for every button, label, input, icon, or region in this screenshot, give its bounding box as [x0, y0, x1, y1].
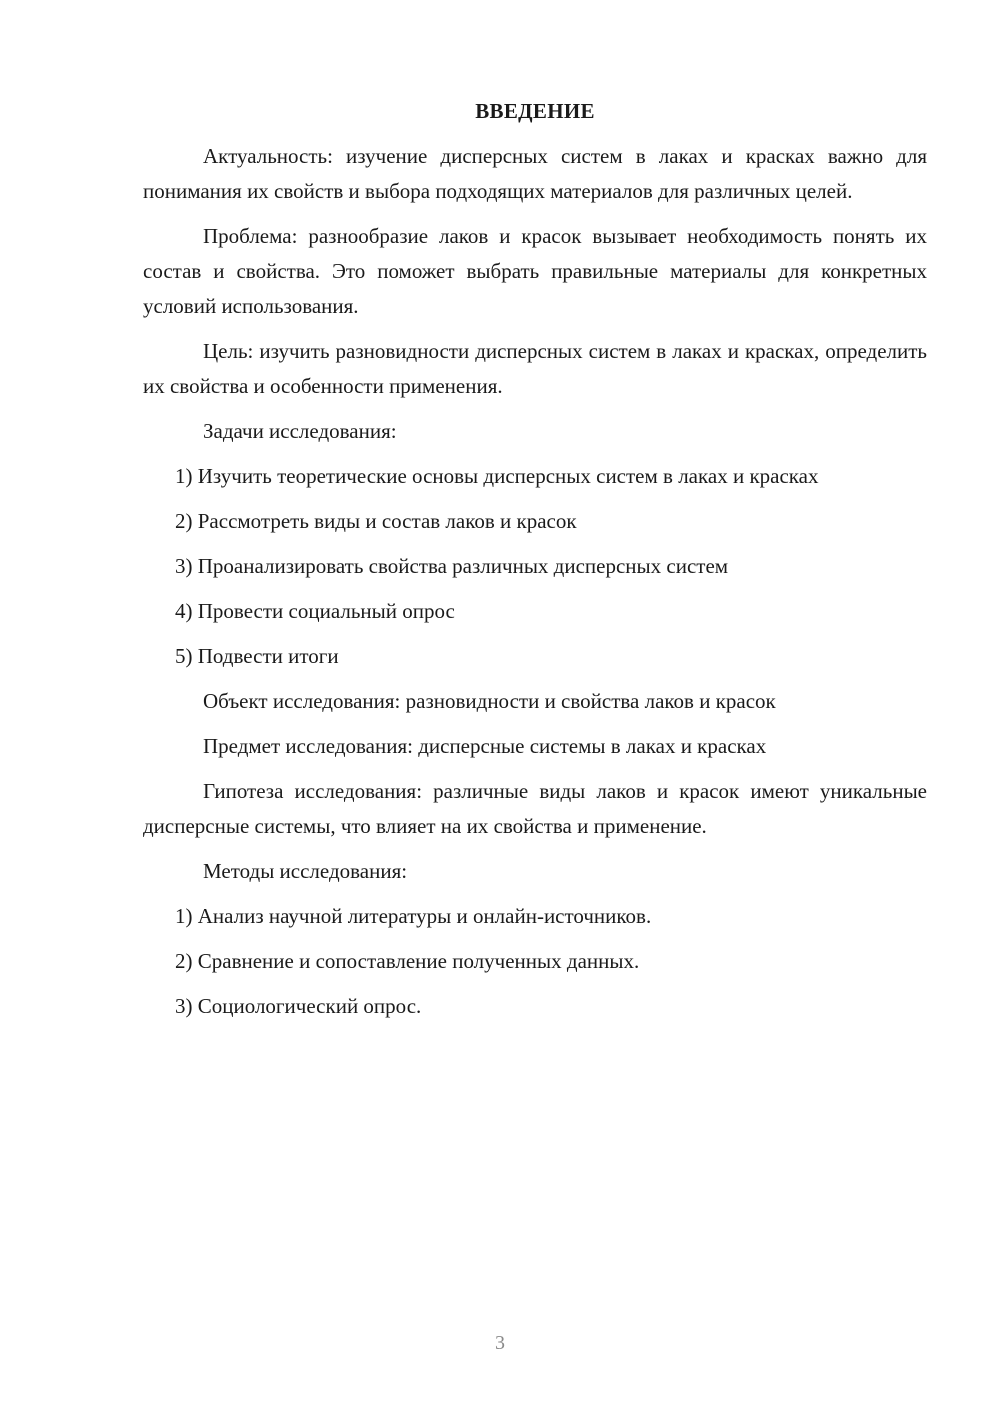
problem-paragraph: Проблема: разнообразие лаков и красок вызывает необходимость понять их состав и свойства. Это поможет выбрать правильные материалы для конкретных условий использования. [143, 224, 927, 318]
task-item: 2) Рассмотреть виды и состав лаков и красок [175, 509, 577, 533]
section-title: ВВЕДЕНИЕ [475, 99, 595, 123]
method-item: 3) Социологический опрос. [175, 994, 422, 1018]
methods-list [143, 899, 927, 1024]
tasks-list [143, 459, 927, 674]
relevance-paragraph: Актуальность: изучение дисперсных систем в лаках и красках важно для понимания их свойств и выбора подходящих материалов для различных целей. [143, 144, 927, 203]
task-item: 3) Проанализировать свойства различных дисперсных систем [175, 554, 729, 578]
method-item: 2) Сравнение и сопоставление полученных данных. [175, 949, 640, 973]
method-item: 1) Анализ научной литературы и онлайн-источников. [175, 904, 652, 928]
methods-heading: Методы исследования: [203, 859, 408, 883]
task-item: 1) Изучить теоретические основы дисперсных систем в лаках и красках [175, 464, 819, 488]
page-number: 3 [495, 1332, 505, 1354]
tasks-heading: Задачи исследования: [203, 419, 397, 443]
goal-paragraph: Цель: изучить разновидности дисперсных систем в лаках и красках, определить их свойства и особенности применения. [143, 339, 927, 398]
task-item: 5) Подвести итоги [175, 644, 339, 668]
document-body [143, 94, 927, 1024]
hypothesis-paragraph: Гипотеза исследования: различные виды лаков и красок имеют уникальные дисперсные системы, что влияет на их свойства и применение. [143, 779, 927, 838]
object-paragraph: Объект исследования: разновидности и свойства лаков и красок [203, 689, 776, 713]
subject-paragraph: Предмет исследования: дисперсные системы в лаках и красках [203, 734, 767, 758]
task-item: 4) Провести социальный опрос [175, 599, 455, 623]
